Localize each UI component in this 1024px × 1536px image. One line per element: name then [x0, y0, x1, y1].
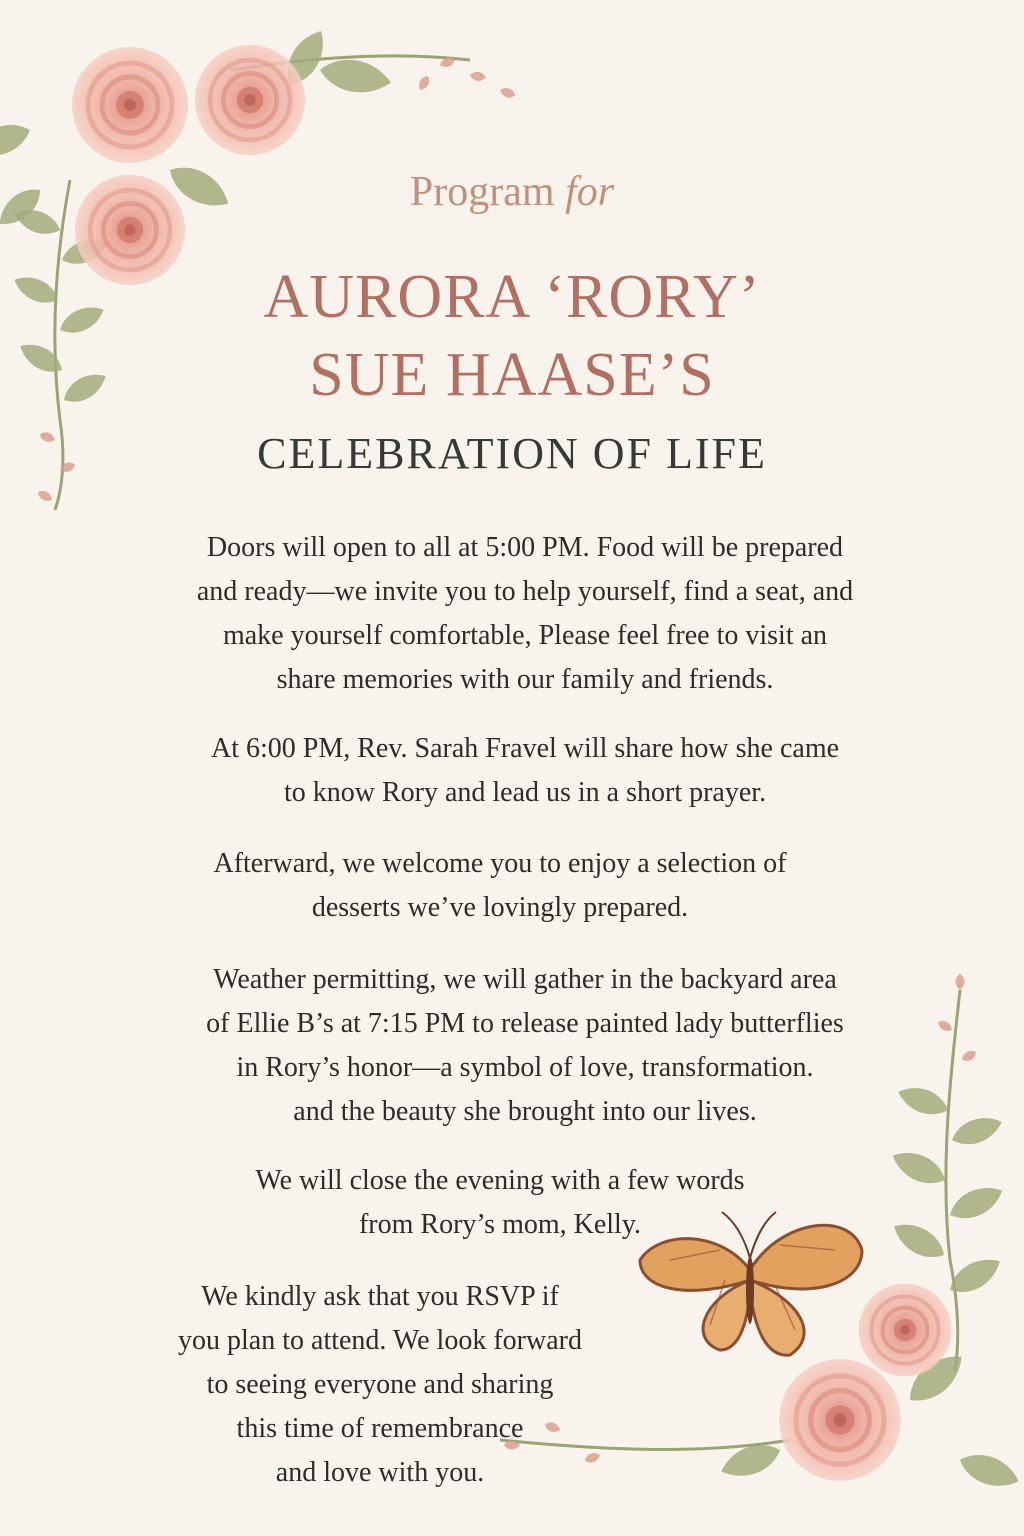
paragraph-line: Weather permitting, we will gather in the backyard area — [213, 964, 837, 995]
honoree-name-line2: SUE HAASE’S — [309, 341, 715, 409]
paragraph-line: We will close the evening with a few words — [255, 1165, 745, 1196]
paragraph-line: of Ellie B’s at 7:15 PM to release painted lady butterflies — [206, 1008, 844, 1039]
paragraph-prayer — [100, 727, 950, 815]
paragraph-butterflies — [100, 958, 950, 1134]
rose-icon — [859, 1284, 952, 1377]
paragraph-line: to seeing everyone and sharing — [206, 1369, 554, 1400]
paragraph-line: and love with you. — [275, 1457, 485, 1488]
paragraph-line: share memories with our family and friends. — [276, 664, 774, 695]
paragraph-line: and the beauty she brought into our lives. — [293, 1096, 757, 1127]
program-for-word: for — [565, 169, 615, 215]
paragraph-line: At 6:00 PM, Rev. Sarah Fravel will share how she came — [210, 733, 840, 764]
paragraph-line: in Rory’s honor—a symbol of love, transformation. — [236, 1052, 814, 1083]
paragraph-closing-words — [120, 1159, 880, 1247]
rose-icon — [195, 45, 305, 155]
paragraph-rsvp — [110, 1275, 650, 1495]
paragraph-line: Doors will open to all at 5:00 PM. Food will be prepared — [206, 532, 844, 563]
paragraph-line: We kindly ask that you RSVP if — [201, 1281, 559, 1312]
rose-icon — [779, 1359, 901, 1481]
paragraph-line: to know Rory and lead us in a short prayer. — [283, 777, 767, 808]
paragraph-line: this time of remembrance — [236, 1413, 524, 1444]
paragraph-line: from Rory’s mom, Kelly. — [358, 1209, 642, 1240]
paragraph-line: Afterward, we welcome you to enjoy a selection of — [213, 848, 787, 879]
event-subtitle: CELEBRATION OF LIFE — [257, 429, 767, 478]
paragraph-line: desserts we’ve lovingly prepared. — [311, 892, 689, 923]
honoree-name-line1: AURORA ‘RORY’ — [263, 263, 761, 331]
paragraph-line: and ready—we invite you to help yourself, find a seat, and — [196, 576, 854, 607]
paragraph-doors-open — [100, 526, 950, 702]
paragraph-desserts — [80, 842, 920, 930]
program-label: Program — [409, 169, 555, 215]
rose-icon — [72, 47, 188, 163]
paragraph-line: you plan to attend. We look forward — [178, 1325, 582, 1356]
paragraph-line: make yourself comfortable, Please feel free to visit an — [222, 620, 828, 651]
program-for-heading — [0, 168, 1024, 216]
